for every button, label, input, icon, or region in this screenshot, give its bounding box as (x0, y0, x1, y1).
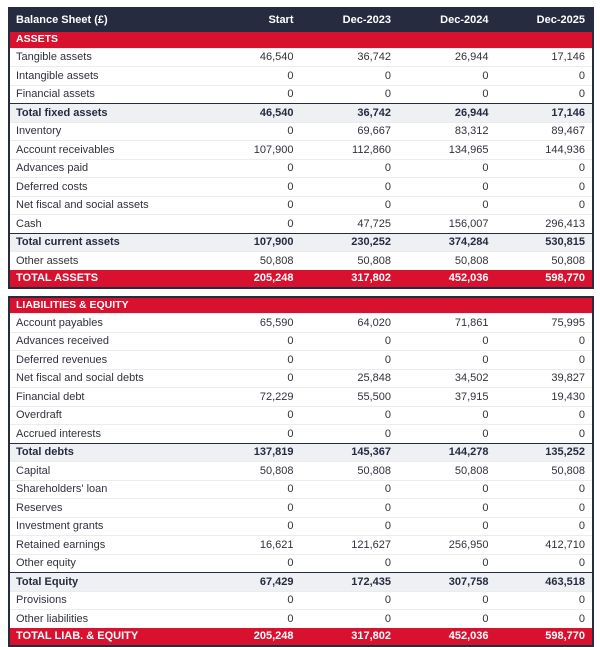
row-value: 0 (398, 425, 496, 444)
table-row (9, 388, 593, 407)
row-value: 50,808 (203, 462, 301, 481)
row-value: 0 (203, 122, 301, 141)
row-value: 256,950 (398, 536, 496, 555)
table-row (9, 141, 593, 160)
row-label: Inventory (9, 122, 203, 141)
assets-table (8, 7, 594, 289)
row-label: Total debts (9, 443, 203, 462)
row-value: 39,827 (496, 369, 594, 388)
row-value: 17,146 (496, 48, 594, 67)
row-value: 50,808 (203, 252, 301, 270)
table-row (9, 462, 593, 481)
row-value: 50,808 (398, 252, 496, 270)
row-value: 0 (301, 499, 399, 518)
table-title: Balance Sheet (£) (9, 8, 203, 32)
row-value: 107,900 (203, 233, 301, 252)
row-label: Accrued interests (9, 425, 203, 444)
row-value: 112,860 (301, 141, 399, 160)
row-value: 135,252 (496, 443, 594, 462)
table-row (9, 314, 593, 333)
row-label: Overdraft (9, 406, 203, 425)
column-header-dec2024: Dec-2024 (398, 8, 496, 32)
row-value: 0 (301, 425, 399, 444)
row-value: 0 (398, 406, 496, 425)
row-value: 0 (301, 159, 399, 178)
table-row (9, 48, 593, 67)
row-value: 0 (496, 480, 594, 499)
row-value: 452,036 (398, 628, 496, 646)
row-value: 55,500 (301, 388, 399, 407)
row-value: 0 (496, 332, 594, 351)
row-label: Capital (9, 462, 203, 481)
section-header-label: LIABILITIES & EQUITY (9, 297, 593, 314)
row-label: Account payables (9, 314, 203, 333)
table-row (9, 270, 593, 288)
row-value: 0 (301, 196, 399, 215)
row-value: 0 (496, 554, 594, 573)
row-value: 0 (398, 159, 496, 178)
table-row (9, 178, 593, 197)
row-value: 598,770 (496, 628, 594, 646)
row-value: 0 (203, 196, 301, 215)
row-value: 0 (203, 591, 301, 610)
row-value: 50,808 (496, 462, 594, 481)
row-label: Account receivables (9, 141, 203, 160)
section-header-row (9, 32, 593, 48)
row-value: 0 (398, 178, 496, 197)
row-value: 530,815 (496, 233, 594, 252)
row-value: 144,278 (398, 443, 496, 462)
row-value: 144,936 (496, 141, 594, 160)
row-value: 36,742 (301, 48, 399, 67)
row-value: 26,944 (398, 48, 496, 67)
row-value: 72,229 (203, 388, 301, 407)
row-value: 172,435 (301, 573, 399, 592)
row-value: 137,819 (203, 443, 301, 462)
row-value: 0 (203, 517, 301, 536)
row-value: 205,248 (203, 628, 301, 646)
row-value: 0 (496, 351, 594, 370)
row-label: Reserves (9, 499, 203, 518)
row-value: 121,627 (301, 536, 399, 555)
row-value: 598,770 (496, 270, 594, 288)
row-label: Cash (9, 215, 203, 234)
row-label: Other liabilities (9, 610, 203, 628)
row-label: Intangible assets (9, 67, 203, 86)
row-value: 307,758 (398, 573, 496, 592)
row-value: 0 (301, 480, 399, 499)
column-header-dec2025: Dec-2025 (496, 8, 594, 32)
row-value: 0 (203, 406, 301, 425)
row-value: 0 (496, 196, 594, 215)
row-value: 0 (203, 480, 301, 499)
row-value: 0 (496, 178, 594, 197)
section-header-row (9, 297, 593, 314)
row-value: 0 (203, 85, 301, 104)
row-label: Net fiscal and social assets (9, 196, 203, 215)
row-value: 75,995 (496, 314, 594, 333)
table-row (9, 351, 593, 370)
row-value: 0 (398, 480, 496, 499)
row-value: 0 (398, 610, 496, 628)
row-value: 65,590 (203, 314, 301, 333)
row-label: Other equity (9, 554, 203, 573)
row-value: 83,312 (398, 122, 496, 141)
row-label: Investment grants (9, 517, 203, 536)
row-value: 17,146 (496, 104, 594, 123)
table-row (9, 332, 593, 351)
row-value: 0 (203, 425, 301, 444)
row-value: 26,944 (398, 104, 496, 123)
row-value: 0 (496, 159, 594, 178)
table-row (9, 122, 593, 141)
row-value: 0 (496, 406, 594, 425)
table-row (9, 573, 593, 592)
table-row (9, 480, 593, 499)
row-value: 34,502 (398, 369, 496, 388)
row-value: 0 (203, 369, 301, 388)
row-value: 0 (301, 332, 399, 351)
row-value: 230,252 (301, 233, 399, 252)
row-value: 156,007 (398, 215, 496, 234)
row-value: 0 (398, 554, 496, 573)
row-value: 0 (301, 517, 399, 536)
row-value: 296,413 (496, 215, 594, 234)
row-value: 0 (203, 178, 301, 197)
row-value: 0 (203, 215, 301, 234)
row-value: 47,725 (301, 215, 399, 234)
row-value: 89,467 (496, 122, 594, 141)
balance-sheet (8, 7, 592, 647)
row-value: 25,848 (301, 369, 399, 388)
row-label: Deferred costs (9, 178, 203, 197)
row-value: 0 (301, 554, 399, 573)
row-label: Net fiscal and social debts (9, 369, 203, 388)
row-value: 50,808 (398, 462, 496, 481)
row-value: 0 (301, 85, 399, 104)
row-value: 0 (203, 351, 301, 370)
row-label: Deferred revenues (9, 351, 203, 370)
table-row (9, 591, 593, 610)
row-label: Advances paid (9, 159, 203, 178)
row-value: 374,284 (398, 233, 496, 252)
row-value: 0 (301, 351, 399, 370)
table-row (9, 252, 593, 270)
row-value: 50,808 (301, 252, 399, 270)
table-row (9, 369, 593, 388)
table-row (9, 104, 593, 123)
row-value: 0 (203, 554, 301, 573)
row-value: 205,248 (203, 270, 301, 288)
row-value: 0 (398, 332, 496, 351)
row-value: 0 (496, 425, 594, 444)
row-label: Other assets (9, 252, 203, 270)
row-value: 46,540 (203, 48, 301, 67)
row-label: Provisions (9, 591, 203, 610)
row-label: Shareholders' loan (9, 480, 203, 499)
row-value: 37,915 (398, 388, 496, 407)
row-value: 71,861 (398, 314, 496, 333)
row-value: 36,742 (301, 104, 399, 123)
row-value: 0 (301, 178, 399, 197)
row-value: 0 (203, 610, 301, 628)
table-row (9, 215, 593, 234)
row-value: 0 (301, 610, 399, 628)
row-label: Total Equity (9, 573, 203, 592)
row-value: 0 (203, 67, 301, 86)
row-value: 19,430 (496, 388, 594, 407)
table-row (9, 159, 593, 178)
row-value: 0 (398, 591, 496, 610)
row-label: TOTAL ASSETS (9, 270, 203, 288)
row-label: Tangible assets (9, 48, 203, 67)
row-label: Financial assets (9, 85, 203, 104)
row-value: 317,802 (301, 628, 399, 646)
row-value: 452,036 (398, 270, 496, 288)
table-row (9, 196, 593, 215)
table-header-row (9, 8, 593, 32)
row-label: Advances received (9, 332, 203, 351)
row-value: 0 (203, 159, 301, 178)
row-value: 0 (496, 67, 594, 86)
row-label: TOTAL LIAB. & EQUITY (9, 628, 203, 646)
row-value: 0 (398, 517, 496, 536)
section-header-label: ASSETS (9, 32, 593, 48)
row-value: 0 (301, 67, 399, 86)
row-value: 0 (398, 196, 496, 215)
table-row (9, 628, 593, 646)
table-row (9, 610, 593, 628)
table-row (9, 443, 593, 462)
row-value: 67,429 (203, 573, 301, 592)
row-value: 107,900 (203, 141, 301, 160)
row-value: 46,540 (203, 104, 301, 123)
row-label: Financial debt (9, 388, 203, 407)
row-value: 0 (301, 591, 399, 610)
row-value: 64,020 (301, 314, 399, 333)
row-value: 0 (398, 85, 496, 104)
table-row (9, 536, 593, 555)
row-value: 317,802 (301, 270, 399, 288)
row-value: 412,710 (496, 536, 594, 555)
row-value: 0 (203, 332, 301, 351)
row-value: 0 (496, 85, 594, 104)
row-label: Total fixed assets (9, 104, 203, 123)
table-row (9, 425, 593, 444)
row-value: 0 (496, 517, 594, 536)
row-value: 463,518 (496, 573, 594, 592)
table-row (9, 67, 593, 86)
column-header-dec2023: Dec-2023 (301, 8, 399, 32)
table-row (9, 233, 593, 252)
row-value: 69,667 (301, 122, 399, 141)
row-value: 145,367 (301, 443, 399, 462)
table-row (9, 85, 593, 104)
row-value: 0 (203, 499, 301, 518)
row-value: 0 (398, 499, 496, 518)
row-value: 0 (398, 67, 496, 86)
row-value: 0 (496, 499, 594, 518)
row-value: 0 (496, 591, 594, 610)
row-label: Retained earnings (9, 536, 203, 555)
table-row (9, 517, 593, 536)
column-header-start: Start (203, 8, 301, 32)
liabilities-equity-table (8, 296, 594, 647)
row-value: 0 (496, 610, 594, 628)
row-value: 50,808 (496, 252, 594, 270)
table-row (9, 499, 593, 518)
row-value: 50,808 (301, 462, 399, 481)
row-value: 134,965 (398, 141, 496, 160)
row-value: 0 (398, 351, 496, 370)
row-value: 16,621 (203, 536, 301, 555)
table-row (9, 406, 593, 425)
row-value: 0 (301, 406, 399, 425)
table-row (9, 554, 593, 573)
row-label: Total current assets (9, 233, 203, 252)
